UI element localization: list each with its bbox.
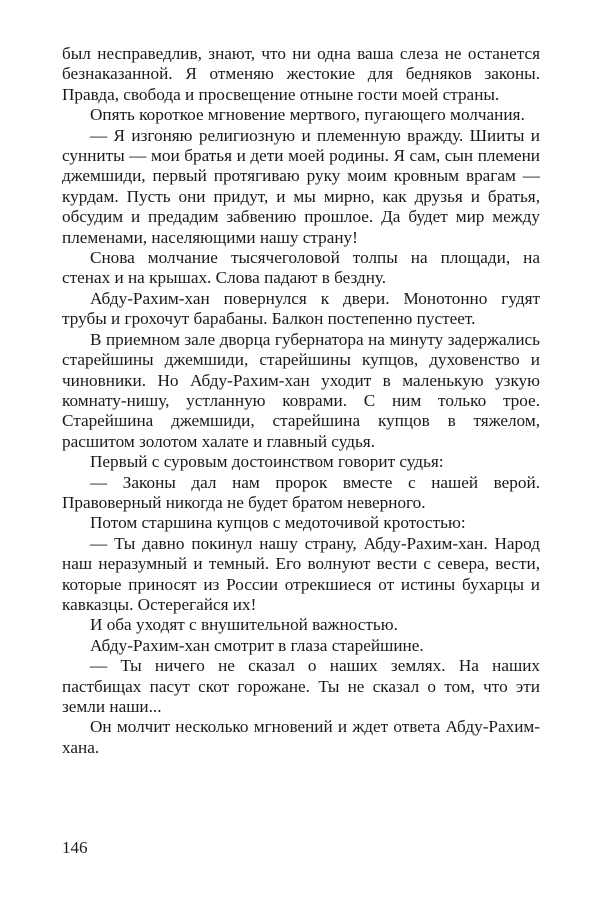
paragraph-6: В приемном зале дворца губернатора на минуту задержались старейшины джемшиди, старейшины купцов, духовенство и чиновники. Но Абду-Рахим-хан уходит в маленькую узкую комнату-нишу, устланную коврами. С ним только трое. Старейшина джемшиди, старейшина купцов в тяжелом, расшитом золотом халате и главный судья. [62,329,540,451]
paragraph-2: Опять короткое мгновение мертвого, пугающего молчания. [90,105,525,125]
paragraph-8: — Законы дал нам пророк вместе с нашей верой. Правоверный никогда не будет братом неверного. [62,472,540,512]
paragraph-9: Потом старшина купцов с медоточивой кротостью: [90,513,466,533]
paragraph-5: Абду-Рахим-хан повернулся к двери. Монотонно гудят трубы и грохочут барабаны. Балкон постепенно пустеет. [62,288,540,329]
paragraph-3: — Я изгоняю религиозную и племенную вражду. Шииты и сунниты — мои братья и дети моей родины. Я сам, сын племени джемшиди, первый протягиваю руку моим кровным врагам — курдам. Пусть они придут, и мы мирно, как друзья и братья, обсудим и предадим забвению прошлое. Да будет мир между племенами, населяющими нашу страну! [62,125,540,247]
page-number: 146 [62,838,88,857]
page-body [62,44,540,758]
paragraph-4: Снова молчание тысячеголовой толпы на площади, на стенах и на крышах. Слова падают в бездну. [62,248,540,288]
paragraph-7: Первый с суровым достоинством говорит судья: [90,452,444,472]
paragraph-1: был несправедлив, знают, что ни одна ваша слеза не останется безнаказанной. Я отменяю жестокие для бедняков законы. Правда, свобода и просвещение отныне гости моей страны. [62,44,540,104]
paragraph-13: — Ты ничего не сказал о наших землях. На наших пастбищах пасут скот горожане. Ты не сказал о том, что эти земли наши... [62,656,540,716]
paragraph-11: И оба уходят с внушительной важностью. [90,615,398,635]
paragraph-10: — Ты давно покинул нашу страну, Абду-Рахим-хан. Народ наш неразумный и темный. Его волнуют вести с севера, вести, которые приносят из России отрекшиеся от истины бухарцы и кавказцы. Остерегайся их! [62,533,540,614]
paragraph-12: Абду-Рахим-хан смотрит в глаза старейшине. [90,635,424,655]
paragraph-14: Он молчит несколько мгновений и ждет ответа Абду-Рахим-хана. [62,717,540,757]
